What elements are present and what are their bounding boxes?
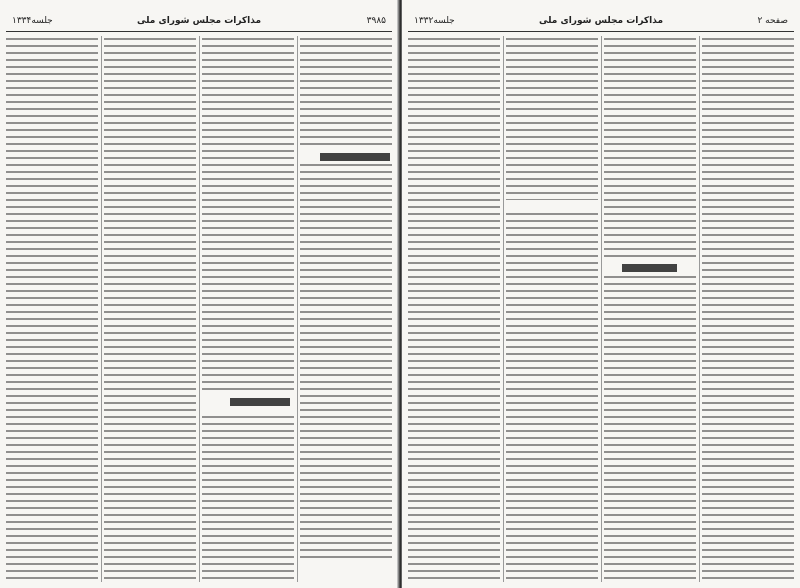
column-divider: [503, 36, 504, 582]
publication-title: مذاکرات مجلس شورای ملی: [538, 16, 664, 26]
column-divider: [699, 36, 700, 582]
text-column: [6, 36, 98, 582]
header-rule: [408, 31, 794, 32]
section-heading: [622, 264, 677, 272]
column-divider: [199, 36, 200, 582]
right-page: [402, 0, 800, 588]
section-break: [506, 200, 598, 210]
page-label: صفحه ۲: [757, 16, 788, 26]
publication-title: مذاکرات مجلس شورای ملی: [136, 16, 262, 26]
page-number: ۳۹۸۵: [366, 16, 386, 26]
text-column: [506, 36, 598, 582]
section-break: [300, 558, 392, 582]
left-page: [0, 0, 398, 588]
page-header: [410, 14, 792, 30]
column-divider: [101, 36, 102, 582]
section-heading: [230, 398, 290, 406]
text-column: [300, 36, 392, 582]
section-heading: [320, 153, 390, 161]
text-column: [408, 36, 500, 582]
column-divider: [297, 36, 298, 582]
page-header: [8, 14, 390, 30]
text-column: [202, 36, 294, 582]
header-rule: [6, 31, 392, 32]
text-column: [702, 36, 794, 582]
text-column: [104, 36, 196, 582]
column-divider: [601, 36, 602, 582]
session-number: جلسه۱۳۳۴: [12, 16, 53, 26]
session-number: جلسه۱۳۳۲: [414, 16, 455, 26]
text-column: [604, 36, 696, 582]
